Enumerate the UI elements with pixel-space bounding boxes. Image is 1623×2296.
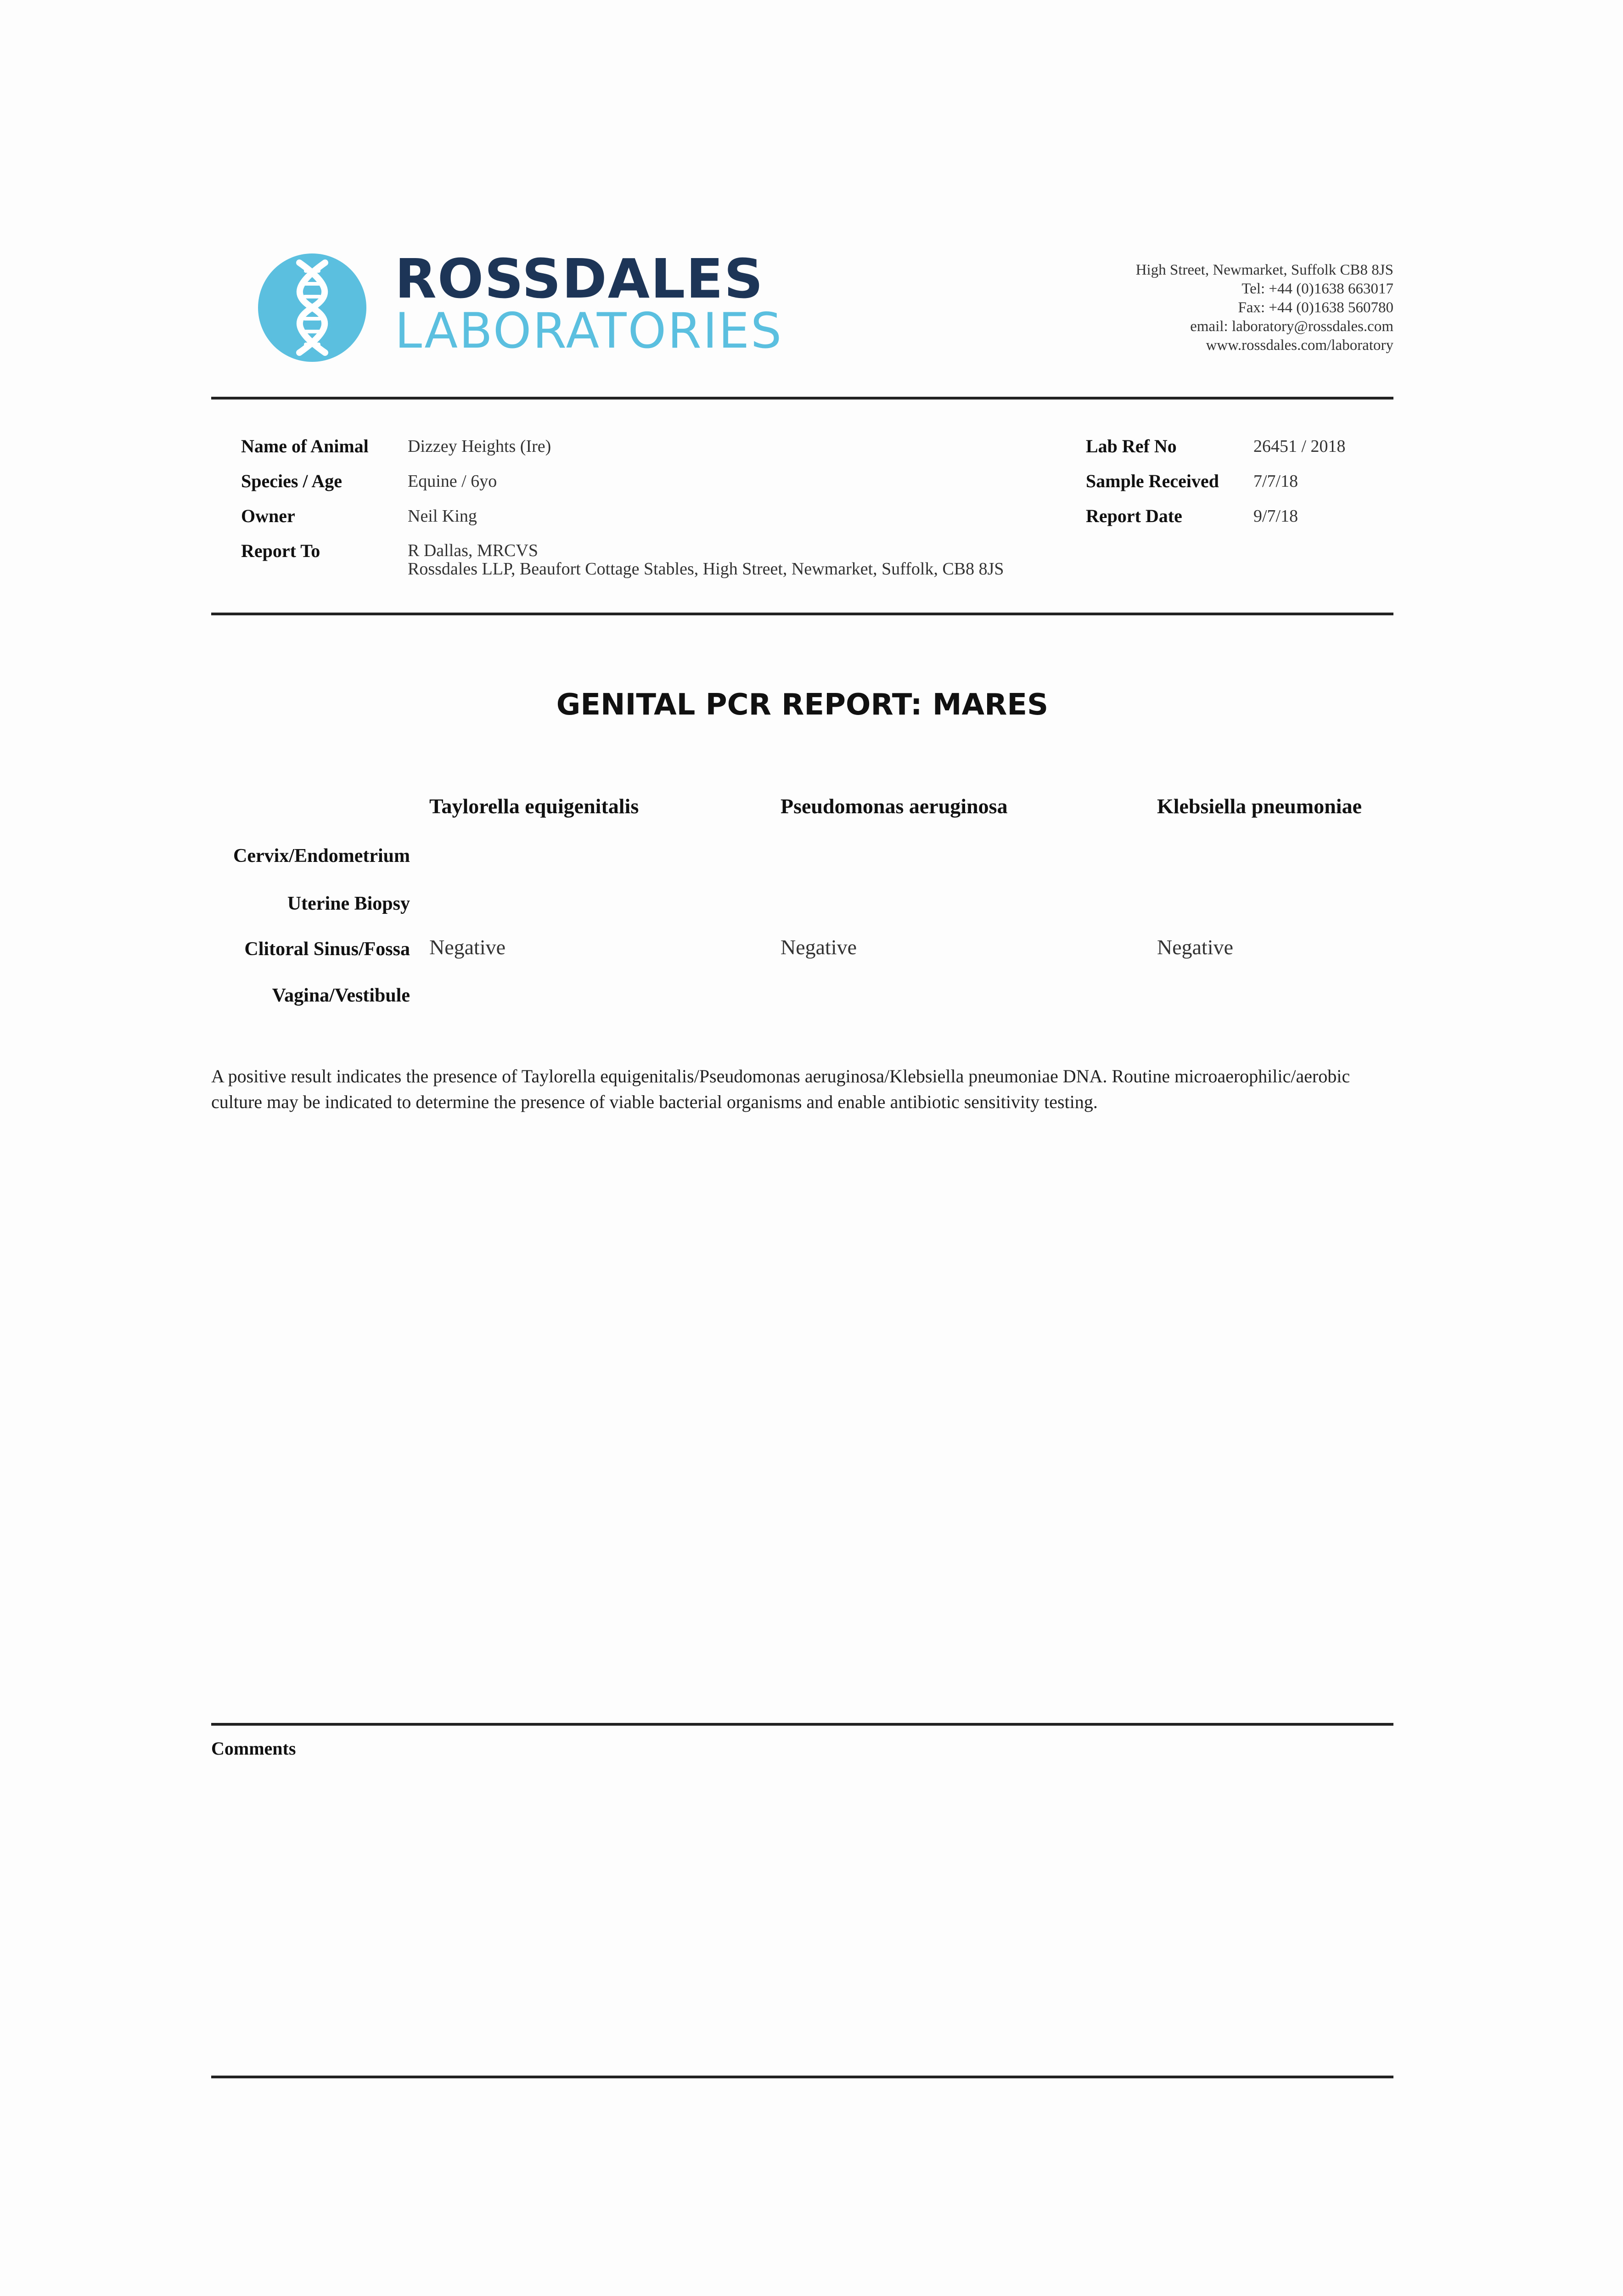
address-website: www.rossdales.com/laboratory bbox=[1206, 337, 1393, 354]
comments-top-divider bbox=[211, 1723, 1393, 1726]
column-header-klebsiella: Klebsiella pneumoniae bbox=[1157, 794, 1362, 818]
address-fax: Fax: +44 (0)1638 560780 bbox=[1238, 299, 1393, 316]
comments-label: Comments bbox=[211, 1738, 296, 1759]
report-to-name: R Dallas, MRCVS bbox=[408, 541, 538, 560]
lab-ref-value: 26451 / 2018 bbox=[1253, 437, 1346, 456]
row-header-uterine-biopsy: Uterine Biopsy bbox=[287, 893, 410, 914]
row-header-vagina-vestibule: Vagina/Vestibule bbox=[272, 985, 410, 1006]
result-clitoral-klebsiella: Negative bbox=[1157, 935, 1234, 959]
address-tel: Tel: +44 (0)1638 663017 bbox=[1241, 281, 1393, 297]
brand-name-line2: LABORATORIES bbox=[395, 303, 783, 359]
column-header-taylorella: Taylorella equigenitalis bbox=[429, 794, 639, 818]
report-date-value: 9/7/18 bbox=[1253, 506, 1298, 526]
sample-received-label: Sample Received bbox=[1086, 471, 1219, 491]
report-to-address: Rossdales LLP, Beaufort Cottage Stables, High Street, Newmarket, Suffolk, CB8 8JS bbox=[408, 559, 1004, 579]
report-title: GENITAL PCR REPORT: MARES bbox=[556, 688, 1049, 722]
address-email: email: laboratory@rossdales.com bbox=[1190, 318, 1393, 335]
row-header-clitoral-sinus-fossa: Clitoral Sinus/Fossa bbox=[244, 939, 410, 960]
name-of-animal-value: Dizzey Heights (Ire) bbox=[408, 437, 551, 456]
result-clitoral-pseudomonas: Negative bbox=[781, 935, 857, 959]
result-clitoral-taylorella: Negative bbox=[429, 935, 506, 959]
report-to-label: Report To bbox=[241, 540, 320, 561]
sample-received-value: 7/7/18 bbox=[1253, 472, 1298, 491]
interpretation-note: A positive result indicates the presence of Taylorella equigenitalis/Pseudomonas aeruginosa/Klebsiella pneumoniae DNA. Routine microaerophilic/aerobic culture may be indicated to determine the presence of viable bacterial organisms and enable antibiotic sensitivity testing. bbox=[211, 1066, 1350, 1112]
comments-bottom-divider bbox=[211, 2076, 1393, 2078]
name-of-animal-label: Name of Animal bbox=[241, 436, 369, 456]
species-age-value: Equine / 6yo bbox=[408, 472, 497, 491]
header-divider bbox=[211, 397, 1393, 400]
species-age-label: Species / Age bbox=[241, 471, 342, 491]
row-header-cervix-endometrium: Cervix/Endometrium bbox=[233, 845, 410, 867]
column-header-pseudomonas: Pseudomonas aeruginosa bbox=[781, 794, 1008, 818]
details-divider bbox=[211, 613, 1393, 615]
address-street: High Street, Newmarket, Suffolk CB8 8JS bbox=[1135, 262, 1393, 278]
owner-value: Neil King bbox=[408, 506, 477, 526]
owner-label: Owner bbox=[241, 506, 295, 526]
lab-ref-label: Lab Ref No bbox=[1086, 436, 1177, 456]
brand-name-line1: ROSSDALES bbox=[395, 247, 764, 310]
report-date-label: Report Date bbox=[1086, 506, 1182, 526]
lab-address bbox=[980, 261, 1393, 355]
dna-helix-icon bbox=[257, 253, 367, 363]
